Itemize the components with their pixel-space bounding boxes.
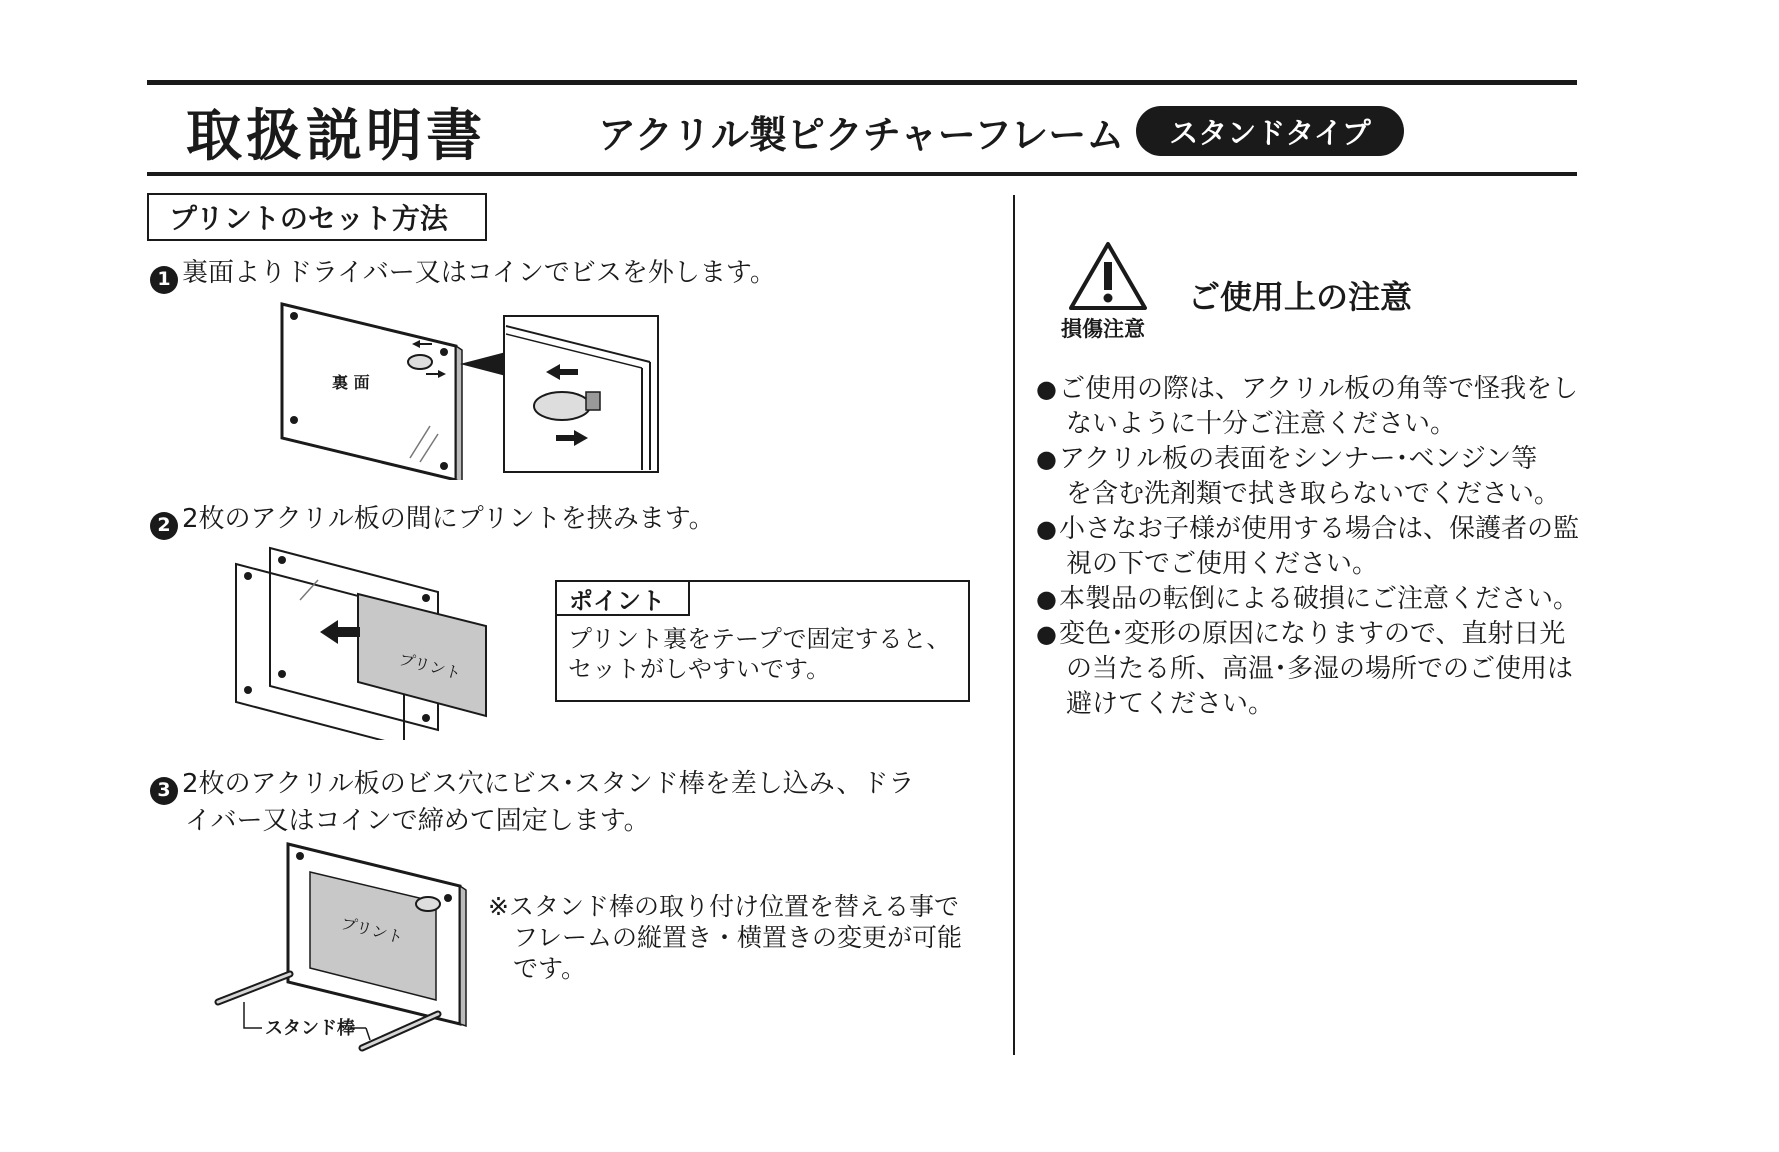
point-label: ポイント — [555, 580, 690, 616]
product-name: アクリル製ピクチャーフレーム — [598, 113, 1125, 157]
caution-title: ご使用上の注意 — [1188, 278, 1413, 316]
figure-attach-stand — [210, 840, 470, 1055]
stand-rod-left — [218, 974, 290, 1002]
step-3 — [150, 768, 914, 838]
placement-note: ※スタンド棒の取り付け位置を替える事で フレームの縦置き・横置きの変更が可能 です。 — [488, 892, 963, 983]
document-title: 取扱説明書 — [186, 104, 486, 169]
back-side-label: 裏 面 — [332, 373, 370, 392]
stand-rod-right — [362, 1014, 438, 1048]
product-type-badge: スタンドタイプ — [1136, 106, 1404, 156]
figure-insert-print — [228, 540, 498, 740]
step-text: 2枚のアクリル板の間にプリントを挟みます。 — [182, 504, 715, 534]
assembled-frame — [288, 844, 466, 1026]
caution-item: ●変色･変形の原因になりますので、直射日光 の当たる所、高温･多湿の場所でのご使用は 避けてください。 — [1036, 619, 1574, 719]
zoom-detail-box — [504, 316, 658, 472]
step-number-badge: 3 — [150, 777, 178, 805]
step-text-line-2: イバー又はコインで締めて固定します。 — [185, 805, 650, 836]
header-top-rule — [147, 80, 1577, 85]
zoom-pointer — [460, 352, 506, 376]
frame-back-illustration — [282, 304, 462, 480]
figure-remove-screws — [270, 290, 670, 480]
step-number-badge: 1 — [150, 266, 178, 294]
column-divider — [1013, 195, 1015, 1055]
section-heading: プリントのセット方法 — [147, 193, 487, 241]
caution-item: ●小さなお子様が使用する場合は、保護者の監 視の下でご使用ください。 — [1036, 514, 1579, 579]
caution-item: ●本製品の転倒による破損にご注意ください。 — [1036, 584, 1579, 614]
print-label: プリント — [339, 913, 406, 948]
point-text: プリント裏をテープで固定すると、 セットがしやすいです。 — [568, 625, 951, 683]
stand-rod-label: スタンド棒 — [265, 1018, 355, 1039]
step-number-badge: 2 — [150, 512, 178, 540]
step-1 — [150, 257, 776, 294]
damage-caution-label: 損傷注意 — [1061, 317, 1145, 341]
print-label: プリント — [397, 649, 464, 684]
step-text-line-1: 2枚のアクリル板のビス穴にビス･スタンド棒を差し込み、ドラ — [182, 769, 915, 799]
step-text: 裏面よりドライバー又はコインでビスを外します。 — [182, 258, 776, 288]
caution-item: ●ご使用の際は、アクリル板の角等で怪我をし ないように十分ご注意ください。 — [1036, 374, 1579, 439]
warning-triangle-icon — [1067, 240, 1149, 312]
caution-item: ●アクリル板の表面をシンナー･ベンジン等 を含む洗剤類で拭き取らないでください。 — [1036, 444, 1561, 509]
caution-list — [1036, 372, 1579, 722]
callout-line — [244, 1002, 262, 1028]
step-2 — [150, 503, 715, 540]
header-bottom-rule — [147, 172, 1577, 176]
